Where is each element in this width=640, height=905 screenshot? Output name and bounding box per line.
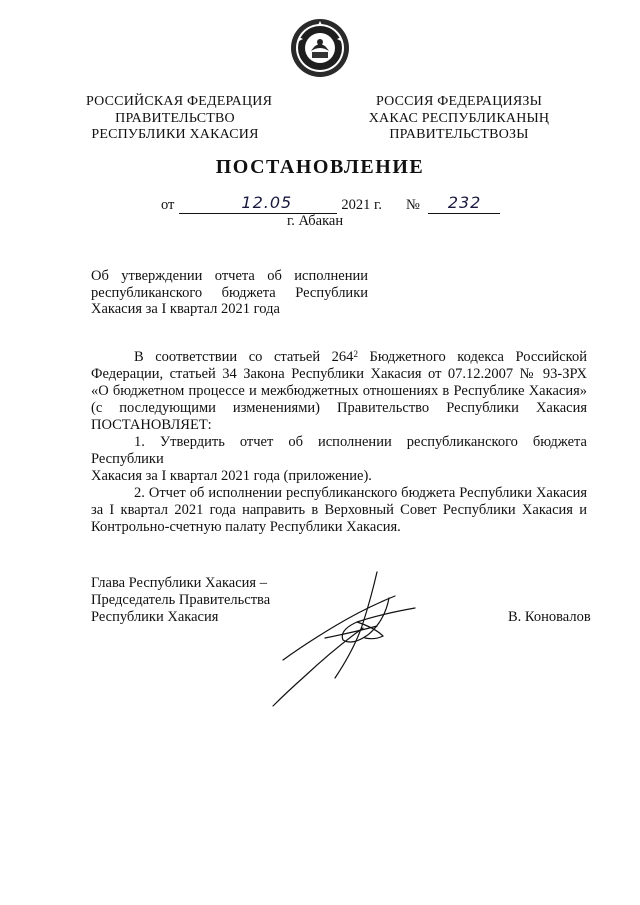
header-left-line1: РОССИЙСКАЯ ФЕДЕРАЦИЯ	[86, 94, 273, 109]
header-right-line2: ХАКАС РЕСПУБЛИКАНЫҢ	[368, 110, 550, 126]
handwritten-signature	[265, 568, 435, 708]
body-p3-line1: 2. Отчет об исполнении республиканского бюджета Республики Хакасия	[134, 485, 587, 501]
body-p2-line2: Хакасия за I квартал 2021 года (приложение).	[91, 468, 372, 484]
header-left	[86, 94, 273, 144]
date-prefix: от	[161, 197, 175, 213]
header-right-line3: ПРАВИТЕЛЬСТВОЗЫ	[389, 127, 529, 142]
subject-line1: Об утверждении отчета об исполнении	[91, 268, 368, 284]
body-p1-line5: ПОСТАНОВЛЯЕТ:	[91, 417, 212, 433]
handwritten-date: 12.05	[241, 193, 293, 212]
signatory-role	[91, 575, 270, 626]
number-label: №	[405, 197, 420, 213]
city-label: г. Абакан	[287, 213, 344, 229]
header-left-line3: РЕСПУБЛИКИ ХАКАСИЯ	[91, 127, 259, 142]
header-right-line1: РОССИЯ ФЕДЕРАЦИЯЗЫ	[375, 94, 543, 109]
body-p1-line3: «О бюджетном процессе и межбюджетных отношениях в Республике Хакасия»	[91, 383, 587, 399]
body-p1-line1-a: В соответствии со статьей 264	[134, 349, 354, 365]
date-line	[179, 193, 337, 214]
date-year: 2021 г.	[341, 197, 382, 213]
body-p1-line1-b: Бюджетного кодекса Российской	[357, 349, 588, 365]
body-p1-line4: (с последующими изменениями) Правительство Республики Хакасия	[91, 400, 587, 416]
subject-line3: Хакасия за I квартал 2021 года	[91, 301, 280, 317]
signatory-role-line2: Председатель Правительства	[91, 592, 271, 608]
signatory-role-line1: Глава Республики Хакасия –	[91, 575, 267, 591]
body-p3-line3: Контрольно-счетную палату Республики Хакасия.	[91, 519, 401, 535]
body-p2-line1: 1. Утвердить отчет об исполнении республиканского бюджета Республики	[91, 434, 587, 467]
body-p3-line2: за I квартал 2021 года направить в Верховный Совет Республики Хакасия и	[91, 502, 587, 518]
document-body	[91, 349, 587, 536]
document-subject	[91, 268, 368, 318]
document-title: ПОСТАНОВЛЕНИЕ	[215, 156, 425, 178]
signatory-role-line3: Республики Хакасия	[91, 609, 219, 625]
signatory-name: В. Коновалов	[508, 609, 591, 625]
header-left-line2: ПРАВИТЕЛЬСТВО	[115, 110, 235, 126]
date-number-row	[161, 193, 500, 214]
subject-line2: республиканского бюджета Республики	[91, 284, 368, 301]
body-p1-line2: Федерации, статьей 34 Закона Республики Хакасия от 07.12.2007 № 93-ЗРХ	[91, 366, 587, 382]
number-line	[428, 193, 500, 214]
body-p1-line1	[91, 349, 587, 366]
header-right	[366, 94, 552, 144]
body-p1-superscript: 2	[353, 349, 358, 359]
coat-of-arms-icon	[289, 17, 351, 79]
handwritten-number: 232	[447, 193, 482, 212]
